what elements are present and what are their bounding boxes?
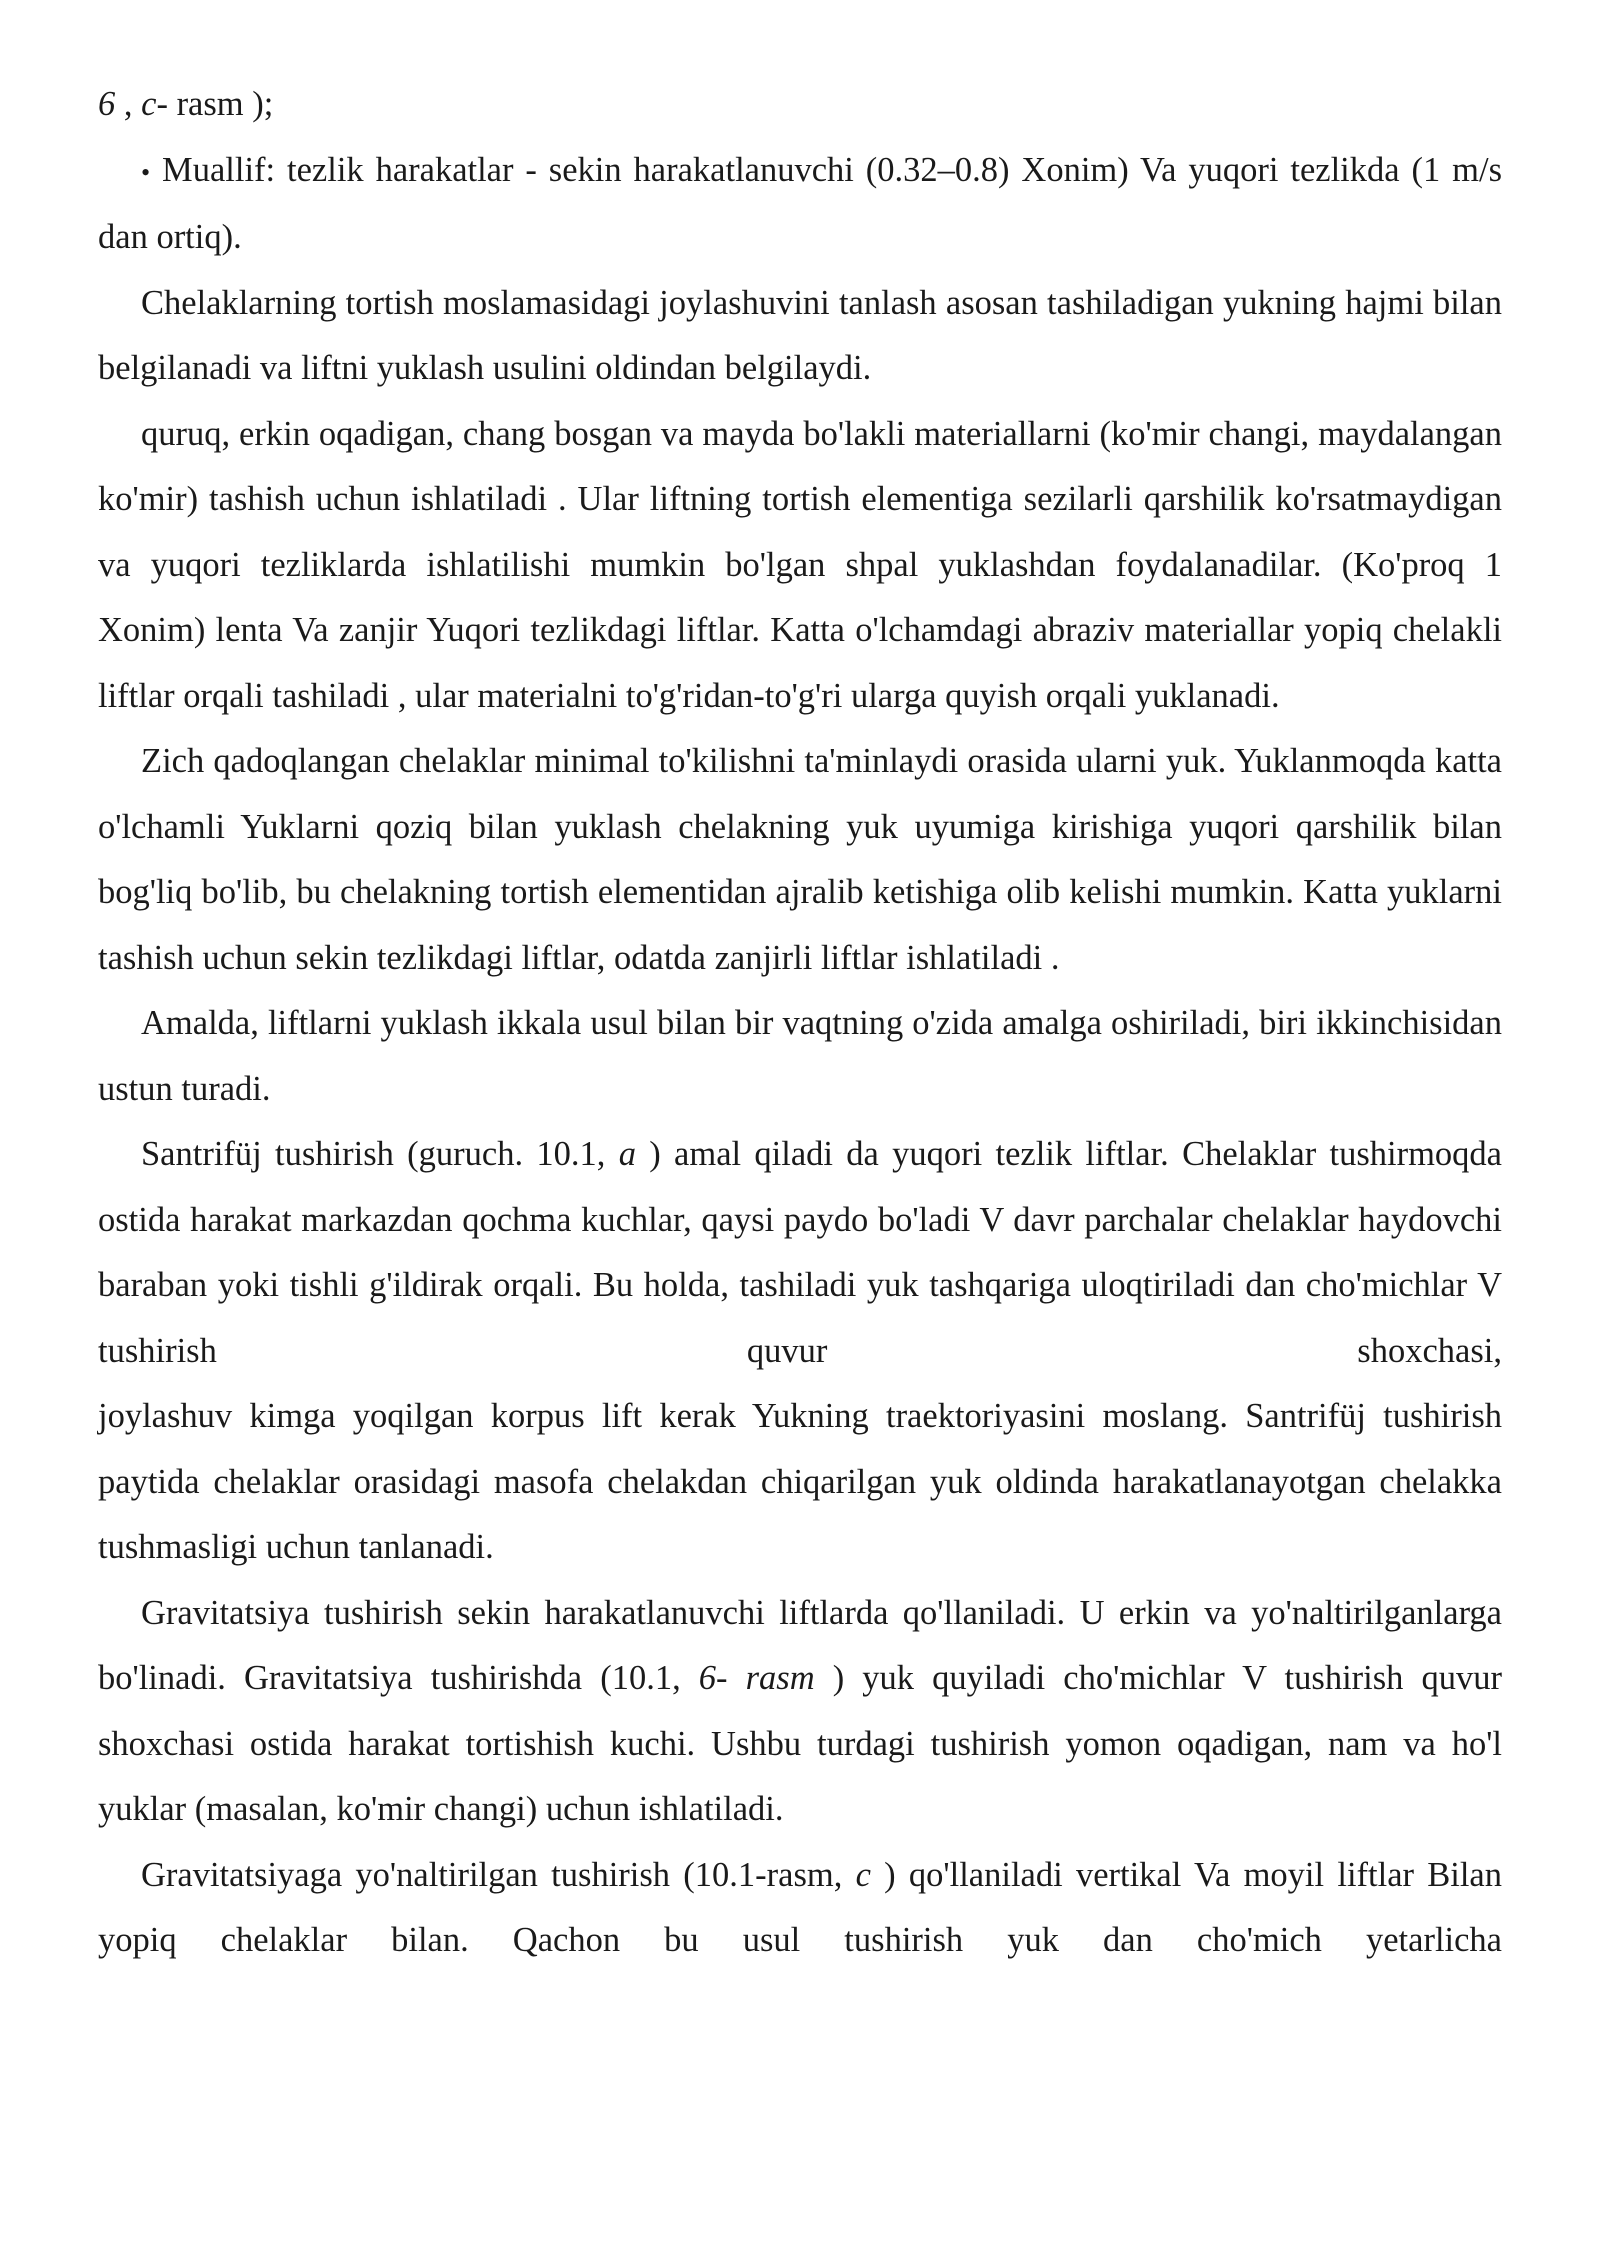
paragraph-5-fig-letter: a: [618, 1135, 636, 1173]
paragraph-7-text-a: Gravitatsiya tushirish sekin harakatlanuvchi liftlarda qo'llaniladi. U erkin va yo'naltirilganlarga bo'linadi. Gravitatsiya tushirishda (10.1,: [98, 1593, 1502, 1697]
paragraph-5-text-b: ) amal qiladi da yuqori tezlik liftlar. Chelaklar tushirmoqda ostida harakat markazdan qochma kuchlar, qaysi paydo bo'ladi V davr parchalar chelaklar haydovchi baraban yoki tishli g'ildirak orqali. Bu holda, tashiladi yuk tashqariga uloqtiriladi dan cho'michlar V tushirish quvur shoxchasi,: [98, 1135, 1502, 1370]
paragraph-6: joylashuv kimga yoqilgan korpus lift kerak Yukning traektoriyasini moslang. Santrifüj tushirish paytida chelaklar orasidagi masofa chelakdan chiqarilgan yuk oldinda harakatlanayotgan chelakka tushmasligi uchun tanlanadi.: [98, 1397, 1502, 1566]
caption-rest: - rasm );: [156, 85, 274, 123]
paragraph-8-text-b: ) qo'llaniladi vertikal Va moyil liftlar Bilan yopiq chelaklar bilan. Qachon bu usul tushirish yuk dan cho'mich yetarlicha: [98, 1855, 1502, 1959]
bullet-item: [98, 138, 1502, 271]
paragraph-5-text-a: Santrifüj tushirish (guruch. 10.1,: [141, 1135, 619, 1173]
paragraph-8-text-a: Gravitatsiyaga yo'naltirilgan tushirish (10.1-rasm,: [141, 1855, 856, 1894]
paragraph-7: [98, 1581, 1502, 1843]
figure-number: 6: [98, 85, 116, 123]
bullet-text: Muallif: tezlik harakatlar - sekin harakatlanuvchi (0.32–0.8) Xonim) Va yuqori tezlikda (1 m/s dan ortiq).: [98, 150, 1502, 256]
paragraph-3: Zich qadoqlangan chelaklar minimal to'kilishni ta'minlaydi orasida ularni yuk. Yuklanmoqda katta o'lchamli Yuklarni qoziq bilan yuklash chelakning yuk uyumiga kirishiga yuqori qarshilik bilan bog'liq bo'lib, bu chelakning tortish elementidan ajralib ketishiga olib kelishi mumkin. Katta yuklarni tashish uchun sekin tezlikdagi liftlar, odatda zanjirli liftlar ishlatiladi .: [98, 742, 1502, 977]
paragraph-1: Chelaklarning tortish moslamasidagi joylashuvini tanlash asosan tashiladigan yukning hajmi bilan belgilanadi va liftni yuklash usulini oldindan belgilaydi.: [98, 283, 1502, 387]
paragraph-7-text-b: ) yuk quyiladi cho'michlar V tushirish quvur shoxchasi ostida harakat tortishish kuchi. Ushbu turdagi tushirish yomon oqadigan, nam va ho'l yuklar (masalan, ko'mir changi) uchun ishlatiladi.: [98, 1659, 1502, 1828]
figure-letter: c: [141, 85, 157, 123]
bullet-icon: •: [141, 157, 151, 187]
paragraph-4: Amalda, liftlarni yuklash ikkala usul bilan bir vaqtning o'zida amalga oshiriladi, biri ikkinchisidan ustun turadi.: [98, 1004, 1502, 1108]
paragraph-8: [98, 1843, 1502, 1974]
figure-caption-line: [98, 72, 1502, 138]
paragraph-5: [98, 1122, 1502, 1384]
paragraph-7-fig-ref: 6- rasm: [698, 1659, 815, 1697]
caption-separator: ,: [115, 85, 142, 123]
paragraph-8-fig-letter: c: [855, 1855, 871, 1894]
paragraph-2: quruq, erkin oqadigan, chang bosgan va mayda bo'lakli materiallarni (ko'mir changi, maydalangan ko'mir) tashish uchun ishlatiladi . Ular liftning tortish elementiga sezilarli qarshilik ko'rsatmaydigan va yuqori tezliklarda ishlatilishi mumkin bo'lgan shpal yuklashdan foydalanadilar. (Ko'proq 1 Xonim) lenta Va zanjir Yuqori tezlikdagi liftlar. Katta o'lchamdagi abraziv materiallar yopiq chelakli liftlar orqali tashiladi , ular materialni to'g'ridan-to'g'ri ularga quyish orqali yuklanadi.: [98, 414, 1502, 715]
document-page: [98, 72, 1502, 1974]
